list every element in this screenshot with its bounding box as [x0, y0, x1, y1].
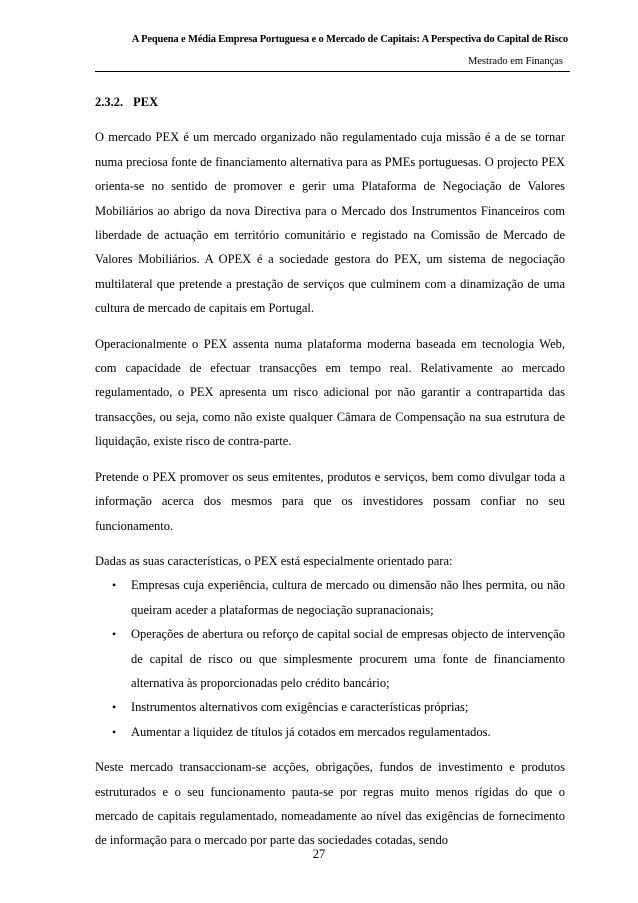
- bullet-icon: •: [112, 627, 117, 642]
- paragraph-4: Dadas as suas características, o PEX está especialmente orientado para:: [95, 553, 453, 568]
- bullet-list: [95, 573, 565, 744]
- running-header-subtitle: Mestrado em Finanças: [467, 56, 563, 67]
- section-heading: [95, 90, 565, 114]
- list-item: [95, 695, 565, 719]
- bullet-icon: •: [112, 578, 117, 593]
- list-item-text: Instrumentos alternativos com exigências e características próprias;: [131, 700, 469, 715]
- list-item-text: Operações de abertura ou reforço de capital social de empresas objecto de intervenção de capital de risco ou que simplesmente procurem uma fonte de financiamento alternativa às proporcionadas pelo crédito bancário;: [131, 627, 565, 690]
- paragraph-1: O mercado PEX é um mercado organizado não regulamentado cuja missão é a de se tornar numa preciosa fonte de financiamento alternativa para as PMEs portuguesas. O projecto PEX orienta-se no sentido de promover e gerir uma Plataforma de Negociação de Valores Mobiliários ao abrigo da nova Directiva para o Mercado dos Instrumentos Financeiros com liberdade de actuação em território comunitário e registado na Comissão de Mercado de Valores Mobiliários. A OPEX é a sociedade gestora do PEX, um sistema de negociação multilateral que pretende a prestação de serviços que culminem com a dinamização de uma cultura de mercado de capitais em Portugal.: [95, 130, 565, 316]
- list-item-text: Aumentar a liquidez de títulos já cotados em mercados regulamentados.: [131, 724, 491, 739]
- page-number: 27: [312, 847, 326, 861]
- running-header-title: A Pequena e Média Empresa Portuguesa e o Mercado de Capitais: A Perspectiva do Capital de Risco: [131, 34, 568, 45]
- section-title: PEX: [133, 95, 159, 109]
- list-item: [95, 720, 565, 744]
- page-body: [95, 90, 565, 853]
- list-item-text: Empresas cuja experiência, cultura de mercado ou dimensão não lhes permita, ou não queiram aceder a plataformas de negociação supranacionais;: [131, 578, 565, 617]
- header-rule: [95, 71, 570, 72]
- paragraph-closing: Neste mercado transaccionam-se acções, obrigações, fundos de investimento e produtos estruturados e o seu funcionamento pauta-se por regras muito menos rígidas do que o mercado de capitais regulamentado, nomeadamente ao nível das exigências de fornecimento de informação para o mercado por parte das sociedades cotadas, sendo: [95, 760, 565, 848]
- list-item: [95, 622, 565, 695]
- paragraph-3: Pretende o PEX promover os seus emitentes, produtos e serviços, bem como divulgar toda a informação acerca dos mesmos para que os investidores possam confiar no seu funcionamento.: [95, 469, 565, 533]
- section-number: 2.3.2.: [95, 95, 124, 109]
- list-item: [95, 573, 565, 622]
- bullet-icon: •: [112, 700, 117, 715]
- paragraph-2: Operacionalmente o PEX assenta numa plataforma moderna baseada em tecnologia Web, com capacidade de efectuar transacções em tempo real. Relativamente ao mercado regulamentado, o PEX apresenta um risco adicional por não garantir a contrapartida das transacções, ou seja, como não existe qualquer Câmara de Compensação na sua estrutura de liquidação, existe risco de contra-parte.: [95, 336, 565, 449]
- bullet-icon: •: [112, 724, 117, 739]
